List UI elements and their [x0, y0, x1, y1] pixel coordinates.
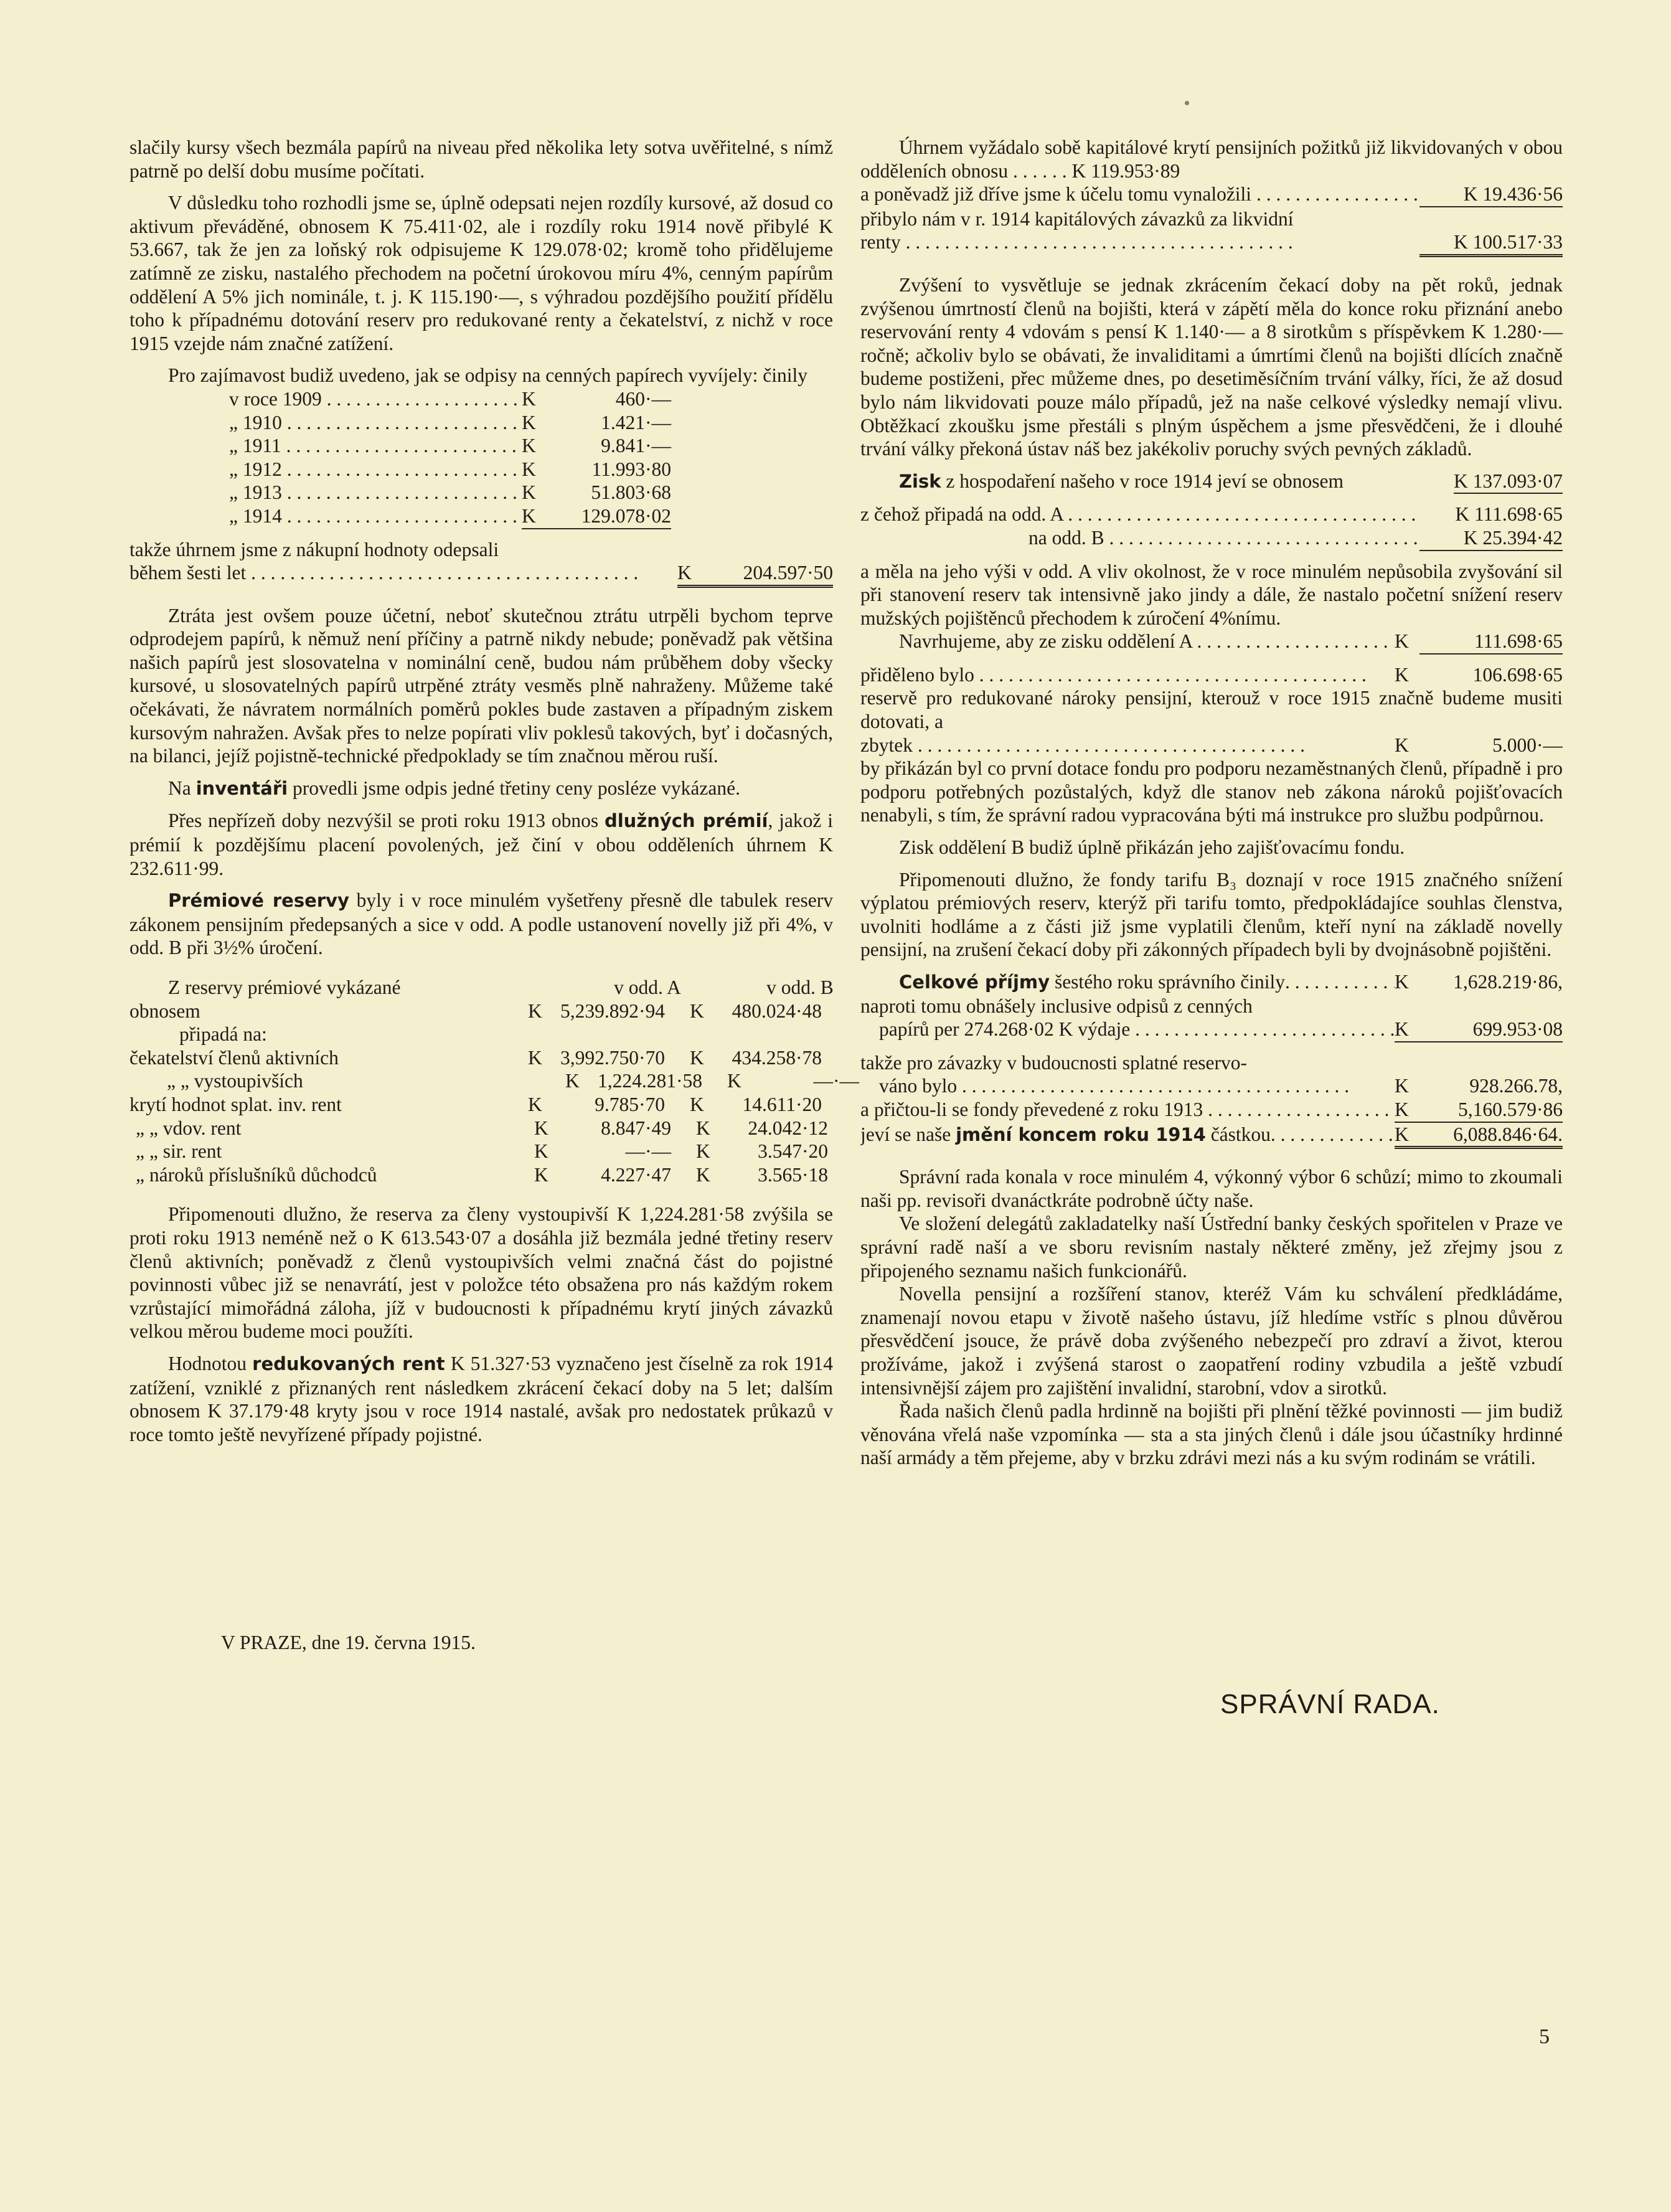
writeoff-table — [129, 387, 833, 529]
signature: SPRÁVNÍ RADA. — [1220, 1689, 1440, 1719]
paragraph: Připomenouti dlužno, že reserva za členy vystoupivší K 1,224.281·58 zvýšila se proti roku 1913 neméně než o K 613.543·07 a dosáhla již bezmála jedné třetiny reserv členů aktivních; poněvadž z členů vystoupivších velmi značná část do pojistné povinnosti vůbec již se nenavrátí, jest v položce této obsažena pro nás každým rokem vzrůstající mimořádná záloha, jíž v budoucnosti k případnému krytí jiných závazků velkou měrou budeme moci použíti. — [129, 1203, 833, 1343]
amount-row: na odd. B . . . K 25.394·42 — [860, 526, 1563, 551]
amount-row: Celkové příjmy šestého roku správního činily . . . K 1,628.219·86, — [860, 970, 1563, 995]
table-row: „ nároků příslušníků důchodců K 4.227·47 K 3.565·18 — [136, 1163, 828, 1186]
amount-row: z čehož připadá na odd. A . . . K 111.698·65 — [860, 503, 1563, 526]
amount-row: jeví se naše jmění koncem roku 1914 částkou . . . K 6,088.846·64. — [860, 1123, 1563, 1150]
ink-speck — [1185, 101, 1189, 105]
left-column — [129, 136, 859, 1446]
table-header: Z reservy prémiové vykázané v odd. A v odd. B — [168, 976, 834, 998]
paragraph-line: přibylo nám v r. 1914 kapitálových závazků za likvidní — [860, 207, 1294, 230]
paragraph: Řada našich členů padla hrdinně na bojišti při plnění těžké povinnosti — jim budiž věnována vřelá naše vzpomínka — sta a sta jiných členů i dále jsou účastníky hrdinné naší armády a těm přejeme, aby v brzku zdrávi mezi nás a ku svým rodinám se vrátili. — [860, 1400, 1563, 1469]
amount-row: přiděleno bylo . . . K 106.698·65 — [860, 663, 1563, 687]
paragraph: s͏lačily kursy všech bezmála papírů na niveau před několika lety sotva uvěřitelné, s nímž patrně po delší dobu musíme počítati. — [129, 136, 833, 182]
amount-row: a poněvadž již dříve jsme k účelu tomu vynaložili . . . K 19.436·56 — [860, 182, 1563, 207]
amount-row: zbytek . . . K 5.000·— — [860, 734, 1563, 757]
paragraph-line: naproti tomu obnášely inclusive odpisů z cenných — [860, 995, 1253, 1017]
total-row: během šesti let . . . K 204.597·50 — [129, 561, 833, 588]
paragraph: reservě pro redukované nároky pensijní, kterouž v roce 1915 značně budeme musiti dotovati, a — [860, 687, 1563, 733]
place-date: V PRAZE, dne 19. června 1915. — [221, 1632, 476, 1653]
paragraph: Pro zajímavost budiž uvedeno, jak se odpisy na cenných papírech vyvíjely: činily — [168, 364, 807, 387]
page-number: 5 — [1539, 2025, 1550, 2048]
table-row: čekatelství členů aktivních K 3,992.750·70 K 434.258·78 — [129, 1046, 822, 1069]
paragraph: Ztráta jest ovšem pouze účetní, neboť skutečnou ztrátu utrpěli bychom teprve odprodejem papírů, k němuž není příčiny a patrně nikdy nebude; poněvadž pak většina našich papírů jest slosovatelna v nominální ceně, budou nám průběhem doby všecky kursové, u slosovatelných papírů utrpěné ztráty vesměs plně nahraženy. Můžeme také očekávati, že návratem normálních poměrů pokles bude zastaven a případným ziskem kursovým nahražen. Avšak přes to nelze popírati vliv poklesů takových, byť i dočasných, na bilanci, jejíž pojistně-technické předpoklady se tím značnou měrou ruší. — [129, 604, 833, 767]
paragraph: Hodnotou redukovaných rent K 51.327·53 vyznačeno jest číselně za rok 1914 zatížení, vzniklé z přiznaných rent následkem zkrácení čekací doby na 5 let; dalším obnosem K 37.179·48 kryty jsou v roce 1914 nastalé, avšak pro nedostatek průkazů v roce tomto ještě nevyřízené případy pojistné. — [129, 1352, 834, 1445]
amount-row: a přičtou-li se fondy převedené z roku 1913 . . . K 5,160.579·86 — [860, 1098, 1563, 1123]
paragraph: Novella pensijní a rozšíření stanov, kteréž Vám ku schválení předkládáme, znamenají novou etapu v životě našeho ústavu, jíž hledíme vstříc s plnou důvěrou přesvědčení jsouce, že právě doba zvýšeného nebezpečí pro zdraví a život, kterou prožíváme, jakož i zvýšená starost o zaopatření rodiny vzbudila a ještě vzbudí intensivnější zájem pro zajištění invalidní, starobní, vdov a sirotků. — [860, 1283, 1563, 1399]
paragraph: by přikázán byl co první dotace fondu pro podporu nezaměstnaných členů, případně i pro podporu potřebných pozůstalých, když dle stanov neb zákona nároků pojišťovacích nenabyli, s tím, že správní radou vypracována býti má instrukce pro službu podpůrnou. — [860, 757, 1563, 826]
zisk-row: Zisk z hospodaření našeho v roce 1914 jeví se obnosem K 137.093·07 — [860, 470, 1563, 494]
amount-row: Navrhujeme, aby ze zisku oddělení A . . . K 111.698·65 — [860, 630, 1563, 655]
table-row: v roce 1909 . . . K 460·— — [129, 387, 833, 411]
paragraph: Připomenouti dlužno, že fondy tarifu B₃ doznají v roce 1915 značného snížení výplatou prémiových reserv, kterýž při tarifu tomto, předpokládajíce souhlas členstva, uvolniti hodláme a z části již jsme vyplatili členům, kteří nyní na základě novelly pensijní, na zrušení čekací doby při zákonných případech byli by dvojnásobně pojištěni. — [860, 868, 1563, 961]
paragraph: Ve složení delegátů zakladatelky naší Ústřední banky českých spořitelen v Praze ve správní radě naší a ve sboru revisním nastaly některé změny, jež zřejmy jsou z připojeného seznamu našich funkcionářů. — [860, 1212, 1563, 1282]
table-row: „ „ vystoupivších K 1,224.281·58 K —·— — [167, 1070, 859, 1092]
paragraph: Zvýšení to vysvětluje se jednak zkrácením čekací doby na pět roků, jednak zvýšenou úmrtností členů na bojišti, která v zápětí měla do konce roku přiznání anebo reservování renty 4 vdovám s pensí K 1.140·— a 8 sirotkům s příspěvkem K 1.280·— ročně; ačkoliv bylo se obávati, že invaliditami a úmrtími členů na bojišti dlících značně budeme postiženi, přec můžeme dnes, po desetiměsíčním trvání války, říci, že až dosud bylo nám likvidovati pouze málo případů, jež na naše celkové výsledky nemají vlivu. Obtěžkací zkoušku jsme přestáli s plným úspěchem a jsme přesvědčeni, že i dlouhé trvání války překoná ústav náš bez jakékoliv poruchy svých pevných základů. — [860, 273, 1563, 460]
amount-row: papírů per 274.268·02 K výdaje . . . K 699.953·08 — [860, 1018, 1563, 1042]
table-row: „ 1914 . . . K 129.078·02 — [129, 504, 833, 529]
table-row: „ „ vdov. rent K 8.847·49 K 24.042·12 — [136, 1117, 828, 1139]
right-column — [860, 136, 1563, 1470]
table-row: „ 1913 . . . K 51.803·68 — [129, 481, 833, 504]
paragraph: Úhrnem vyžádalo sobě kapitálové krytí pensijních požitků již likvidovaných v obou odděleních obnosu . . . . . . K 119.953·89 — [860, 136, 1563, 182]
table-row: „ 1911 . . . K 9.841·— — [129, 434, 833, 458]
table-row: připadá na: — [179, 1023, 267, 1046]
table-row: krytí hodnot splat. inv. rent K 9.785·70 K 14.611·20 — [129, 1093, 822, 1115]
table-row: „ „ sir. rent K —·— K 3.547·20 — [136, 1140, 828, 1163]
premium-reserve-table — [129, 976, 859, 1186]
paragraph: Zisk oddělení B budiž úplně přikázán jeho zajišťovacímu fondu. — [899, 836, 1405, 859]
paragraph: Správní rada konala v roce minulém 4, výkonný výbor 6 schůzí; mimo to zkoumali naši pp. revisoři dvanáctkráte podrobně účty naše. — [860, 1166, 1563, 1211]
amount-row: renty . . . K 100.517·33 — [860, 230, 1563, 257]
amount: K 119.953·89 — [1071, 159, 1180, 182]
paragraph: V důsledku toho rozhodli jsme se, úplně odepsati nejen rozdíly kursové, až dosud co aktivum převáděné, obnosem K 75.411·02, ale i rozdíly roku 1914 nově přibylé K 53.667, tak že jen za loňský rok odpisujeme K 129.078·02; kromě toho přidělujeme zatímně ze zisku, nastalého přechodem na početní úrokovou míru 4%, cenným papírům oddělení A 5% jich nominále, t. j. K 115.190·—, s výhradou pozdějšího použití přídělu toho k případnému dotování reserv pro redukované renty a čekatelství, z nichž v roce 1915 vzejde nám značné zatížení. — [129, 192, 833, 354]
paragraph: Prémiové reservy byly i v roce minulém vyšetřeny přesně dle tabulek reserv zákonem pensijním předepsaných a sice v odd. A podle ustanovení novelly již při 4%, v odd. B při 3½% úročení. — [129, 889, 833, 959]
table-row: „ 1910 . . . K 1.421·— — [129, 411, 833, 435]
table-row: obnosem K 5,239.892·94 K 480.024·48 — [129, 1000, 822, 1022]
paragraph: Přes nepřízeň doby nezvýšil se proti roku 1913 obnos dlužných prémií, jakož i prémií k pozdějšímu placení povolených, jež činí v obou odděleních úhrnem K 232.611·99. — [129, 810, 833, 879]
paragraph: a měla na jeho výši v odd. A vliv okolnost, že v roce minulém nepůsobila zvyšování sil při stanovení reserv tak intensivně jako jindy a dále, že nastalo početní snížení reserv mužských pojištěnců přechodem k zúročení 4%nímu. — [860, 560, 1563, 629]
paragraph-line: takže pro závazky v budoucnosti splatné reservo- — [860, 1051, 1248, 1074]
total-intro: takže úhrnem jsme z nákupní hodnoty odepsali — [129, 538, 499, 560]
table-row: „ 1912 . . . K 11.993·80 — [129, 458, 833, 481]
paragraph: Na inventáři provedli jsme odpis jedné třetiny ceny posléze vykázané. — [168, 777, 740, 799]
amount-row: váno bylo . . . K 928.266.78, — [860, 1074, 1563, 1098]
